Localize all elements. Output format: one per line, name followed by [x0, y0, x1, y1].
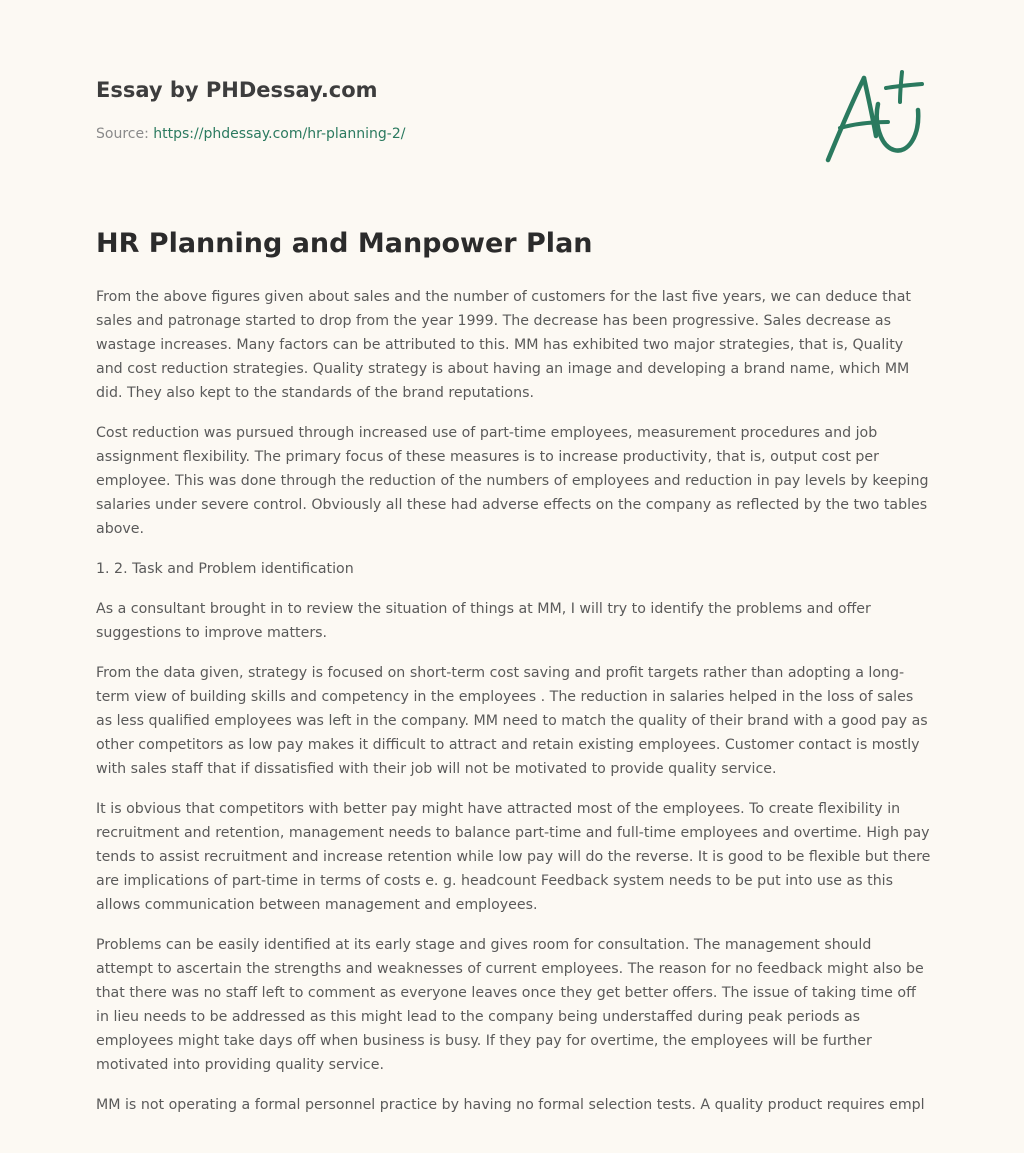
essay-header: [96, 76, 736, 144]
paragraph: MM is not operating a formal personnel practice by having no formal selection tests. A quality product requires empl: [96, 1097, 925, 1113]
site-title: Essay by PHDessay.com: [96, 78, 378, 102]
source-link[interactable]: https://phdessay.com/hr-planning-2/: [153, 126, 406, 142]
article-title: HR Planning and Manpower Plan: [96, 228, 593, 259]
paragraph: It is obvious that competitors with better pay might have attracted most of the employees. To create flexibility in recruitment and retention, management needs to balance part-time and full-time employees and overtime. High pay tends to assist recruitment and increase retention while low pay will do the reverse. It is good to be flexible but there are implications of part-time in terms of costs e. g. headcount Feedback system needs to be put into use as this allows communication between management and employees.: [96, 801, 931, 913]
source-label: Source:: [96, 126, 154, 142]
paragraph: From the data given, strategy is focused on short-term cost saving and profit targets rather than adopting a long-term view of building skills and competency in the employees . The reduction in salaries helped in the loss of sales as less qualified employees was left in the company. MM need to match the quality of their brand with a good pay as other competitors as low pay makes it difficult to attract and retain existing employees. Customer contact is mostly with sales staff that if dissatisfied with their job will not be motivated to provide quality service.: [96, 665, 928, 777]
a-plus-logo-icon: [818, 66, 930, 166]
paragraph: From the above figures given about sales and the number of customers for the last five years, we can deduce that sales and patronage started to drop from the year 1999. The decrease has been progressive. Sales decrease as wastage increases. Many factors can be attributed to this. MM has exhibited two major strategies, that is, Quality and cost reduction strategies. Quality strategy is about having an image and developing a brand name, which MM did. They also kept to the standards of the brand reputations.: [96, 289, 911, 401]
section-heading: 1. 2. Task and Problem identification: [96, 561, 354, 577]
article-body: [96, 285, 932, 1153]
paragraph: Problems can be easily identified at its early stage and gives room for consultation. The management should attempt to ascertain the strengths and weaknesses of current employees. The reason for no feedback might also be that there was no staff left to comment as everyone leaves once they get better offers. The issue of taking time off in lieu needs to be addressed as this might lead to the company being understaffed during peak periods as employees might take days off when business is busy. If they pay for overtime, the employees will be further motivated into providing quality service.: [96, 937, 924, 1073]
paragraph: Cost reduction was pursued through increased use of part-time employees, measurement procedures and job assignment flexibility. The primary focus of these measures is to increase productivity, that is, output cost per employee. This was done through the reduction of the numbers of employees and reduction in pay levels by keeping salaries under severe control. Obviously all these had adverse effects on the company as reflected by the two tables above.: [96, 425, 929, 537]
paragraph: As a consultant brought in to review the situation of things at MM, I will try to identify the problems and offer suggestions to improve matters.: [96, 601, 871, 641]
source-line: [96, 124, 736, 144]
